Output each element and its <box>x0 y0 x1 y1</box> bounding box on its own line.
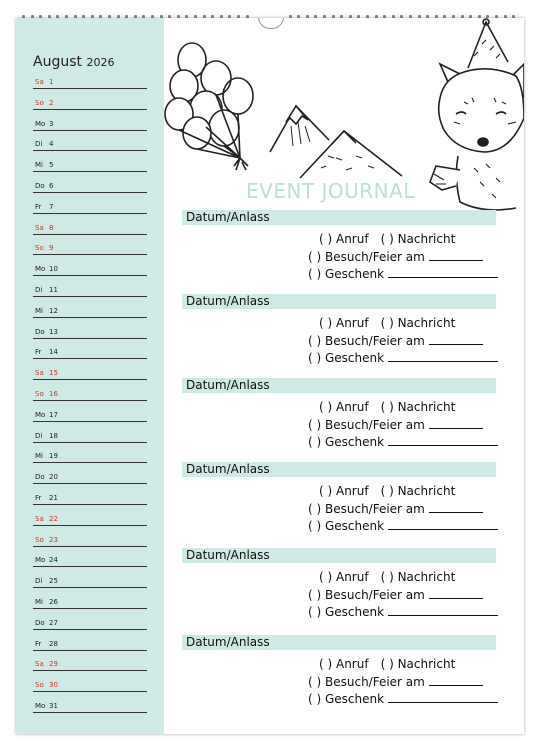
gift-field[interactable] <box>388 267 498 278</box>
day-number: 19 <box>49 452 58 461</box>
day-weekday: Sa <box>35 78 44 86</box>
visit-date-field[interactable] <box>429 418 483 429</box>
day-number: 9 <box>49 244 54 253</box>
day-number: 3 <box>49 119 54 128</box>
day-weekday: Do <box>35 182 45 190</box>
day-row <box>33 442 147 463</box>
message-checkbox[interactable]: ( ) Nachricht <box>380 232 456 246</box>
entry-gift-line <box>308 692 498 706</box>
day-number: 18 <box>49 431 58 440</box>
day-weekday: Mi <box>35 306 43 315</box>
day-weekday: So <box>35 535 44 544</box>
entry-gift-line <box>308 605 498 619</box>
visit-checkbox[interactable]: ( ) Besuch/Feier am <box>308 418 425 432</box>
mountains-illustration <box>270 106 402 178</box>
entry-visit-line <box>308 588 483 602</box>
day-row <box>33 422 147 443</box>
day-weekday: Mo <box>35 265 46 274</box>
day-row <box>33 692 147 713</box>
gift-field[interactable] <box>388 692 498 703</box>
day-weekday: So <box>35 98 44 107</box>
day-number: 24 <box>49 556 58 565</box>
day-weekday: Sa <box>35 223 44 232</box>
entry-header: Datum/Anlass <box>182 635 496 650</box>
day-weekday: Fr <box>35 639 42 648</box>
gift-field[interactable] <box>388 435 498 446</box>
message-checkbox[interactable]: ( ) Nachricht <box>380 316 456 330</box>
day-number: 10 <box>49 265 58 274</box>
day-number: 27 <box>49 618 58 627</box>
day-number: 22 <box>49 514 58 523</box>
entry-header: Datum/Anlass <box>182 548 496 563</box>
day-weekday: Mi <box>35 598 43 606</box>
day-number: 7 <box>49 202 54 211</box>
day-weekday: Di <box>35 431 43 440</box>
visit-date-field[interactable] <box>429 675 483 686</box>
day-number: 17 <box>49 410 58 419</box>
day-number: 8 <box>49 223 54 232</box>
day-weekday: Do <box>35 618 45 627</box>
day-weekday: Fr <box>35 348 42 357</box>
day-row <box>33 567 147 588</box>
month-year: 2026 <box>86 56 115 69</box>
message-checkbox[interactable]: ( ) Nachricht <box>380 400 456 414</box>
gift-checkbox[interactable]: ( ) Geschenk <box>308 435 385 449</box>
day-weekday: Sa <box>35 369 44 378</box>
day-number: 12 <box>49 306 58 315</box>
entry-contact-options <box>319 657 455 671</box>
day-weekday: Di <box>35 286 43 294</box>
day-row <box>33 671 147 692</box>
entry-gift-line <box>308 519 498 533</box>
day-weekday: Sa <box>35 514 44 523</box>
gift-field[interactable] <box>388 519 498 530</box>
day-number: 21 <box>49 494 58 502</box>
day-weekday: Mo <box>35 702 46 710</box>
day-number: 16 <box>49 390 58 398</box>
day-row <box>33 338 147 359</box>
visit-checkbox[interactable]: ( ) Besuch/Feier am <box>308 250 425 264</box>
fox-illustration <box>430 19 524 210</box>
gift-field[interactable] <box>388 351 498 362</box>
day-row <box>33 650 147 671</box>
day-weekday: So <box>35 390 44 398</box>
call-checkbox[interactable]: ( ) Anruf <box>319 484 369 498</box>
gift-checkbox[interactable]: ( ) Geschenk <box>308 519 385 533</box>
day-number: 23 <box>49 535 58 544</box>
call-checkbox[interactable]: ( ) Anruf <box>319 316 369 330</box>
day-weekday: Do <box>35 473 45 482</box>
day-row <box>33 505 147 526</box>
entry-gift-line <box>308 267 498 281</box>
entry-contact-options <box>319 232 455 246</box>
day-row <box>33 630 147 651</box>
day-number: 14 <box>49 348 58 357</box>
day-number: 15 <box>49 369 58 378</box>
day-row <box>33 588 147 609</box>
gift-checkbox[interactable]: ( ) Geschenk <box>308 605 385 619</box>
day-weekday: Mo <box>35 119 46 128</box>
visit-date-field[interactable] <box>429 502 483 513</box>
visit-checkbox[interactable]: ( ) Besuch/Feier am <box>308 334 425 348</box>
entry-gift-line <box>308 435 498 449</box>
entry-contact-options <box>319 570 455 584</box>
gift-checkbox[interactable]: ( ) Geschenk <box>308 351 385 365</box>
day-row <box>33 380 147 401</box>
calendar-page <box>16 18 524 734</box>
entry-header: Datum/Anlass <box>182 462 496 477</box>
day-row <box>33 255 147 276</box>
entry-header: Datum/Anlass <box>182 294 496 309</box>
day-row <box>33 276 147 297</box>
visit-checkbox[interactable]: ( ) Besuch/Feier am <box>308 675 425 689</box>
entry-contact-options <box>319 484 455 498</box>
visit-checkbox[interactable]: ( ) Besuch/Feier am <box>308 588 425 602</box>
call-checkbox[interactable]: ( ) Anruf <box>319 232 369 246</box>
entry-visit-line <box>308 418 483 432</box>
visit-checkbox[interactable]: ( ) Besuch/Feier am <box>308 502 425 516</box>
day-number: 5 <box>49 161 54 170</box>
day-number: 6 <box>49 182 54 190</box>
day-number: 25 <box>49 577 58 586</box>
entry-header: Datum/Anlass <box>182 210 496 225</box>
day-number: 2 <box>49 98 54 107</box>
visit-date-field[interactable] <box>429 334 483 345</box>
visit-date-field[interactable] <box>429 588 483 599</box>
day-weekday: Fr <box>35 494 42 502</box>
day-weekday: Sa <box>35 660 44 669</box>
gift-checkbox[interactable]: ( ) Geschenk <box>308 692 385 706</box>
day-weekday: So <box>35 681 44 690</box>
day-number: 28 <box>49 639 58 648</box>
gift-checkbox[interactable]: ( ) Geschenk <box>308 267 385 281</box>
day-weekday: So <box>35 244 44 253</box>
day-number: 26 <box>49 598 58 606</box>
day-number: 29 <box>49 660 58 669</box>
visit-date-field[interactable] <box>429 250 483 261</box>
day-number: 13 <box>49 327 58 336</box>
day-weekday: Di <box>35 140 43 149</box>
call-checkbox[interactable]: ( ) Anruf <box>319 570 369 584</box>
day-row <box>33 609 147 630</box>
month-name: August <box>33 54 82 70</box>
call-checkbox[interactable]: ( ) Anruf <box>319 657 369 671</box>
day-weekday: Do <box>35 327 45 336</box>
day-weekday: Di <box>35 577 43 586</box>
call-checkbox[interactable]: ( ) Anruf <box>319 400 369 414</box>
entry-gift-line <box>308 351 498 365</box>
message-checkbox[interactable]: ( ) Nachricht <box>380 657 456 671</box>
day-row <box>33 463 147 484</box>
day-row <box>33 526 147 547</box>
day-number: 1 <box>49 78 54 86</box>
day-row <box>33 318 147 339</box>
entry-visit-line <box>308 250 483 264</box>
day-weekday: Mi <box>35 452 43 461</box>
day-number: 31 <box>49 702 58 710</box>
journal-title: EVENT JOURNAL <box>246 179 415 203</box>
entry-visit-line <box>308 675 483 689</box>
entry-contact-options <box>319 316 455 330</box>
entry-visit-line <box>308 334 483 348</box>
day-weekday: Mi <box>35 161 43 170</box>
day-weekday: Mo <box>35 410 46 419</box>
day-row <box>33 401 147 422</box>
day-number: 20 <box>49 473 58 482</box>
day-weekday: Fr <box>35 202 42 211</box>
day-row <box>33 484 147 505</box>
day-number: 11 <box>49 286 58 294</box>
balloons-illustration <box>165 43 253 170</box>
entry-header: Datum/Anlass <box>182 378 496 393</box>
day-row <box>33 546 147 567</box>
day-weekday: Mo <box>35 556 46 565</box>
entry-visit-line <box>308 502 483 516</box>
day-row <box>33 234 147 255</box>
day-row <box>33 359 147 380</box>
day-row <box>33 297 147 318</box>
entry-contact-options <box>319 400 455 414</box>
message-checkbox[interactable]: ( ) Nachricht <box>380 570 456 584</box>
day-number: 4 <box>49 140 54 149</box>
message-checkbox[interactable]: ( ) Nachricht <box>380 484 456 498</box>
gift-field[interactable] <box>388 605 498 616</box>
day-number: 30 <box>49 681 58 690</box>
